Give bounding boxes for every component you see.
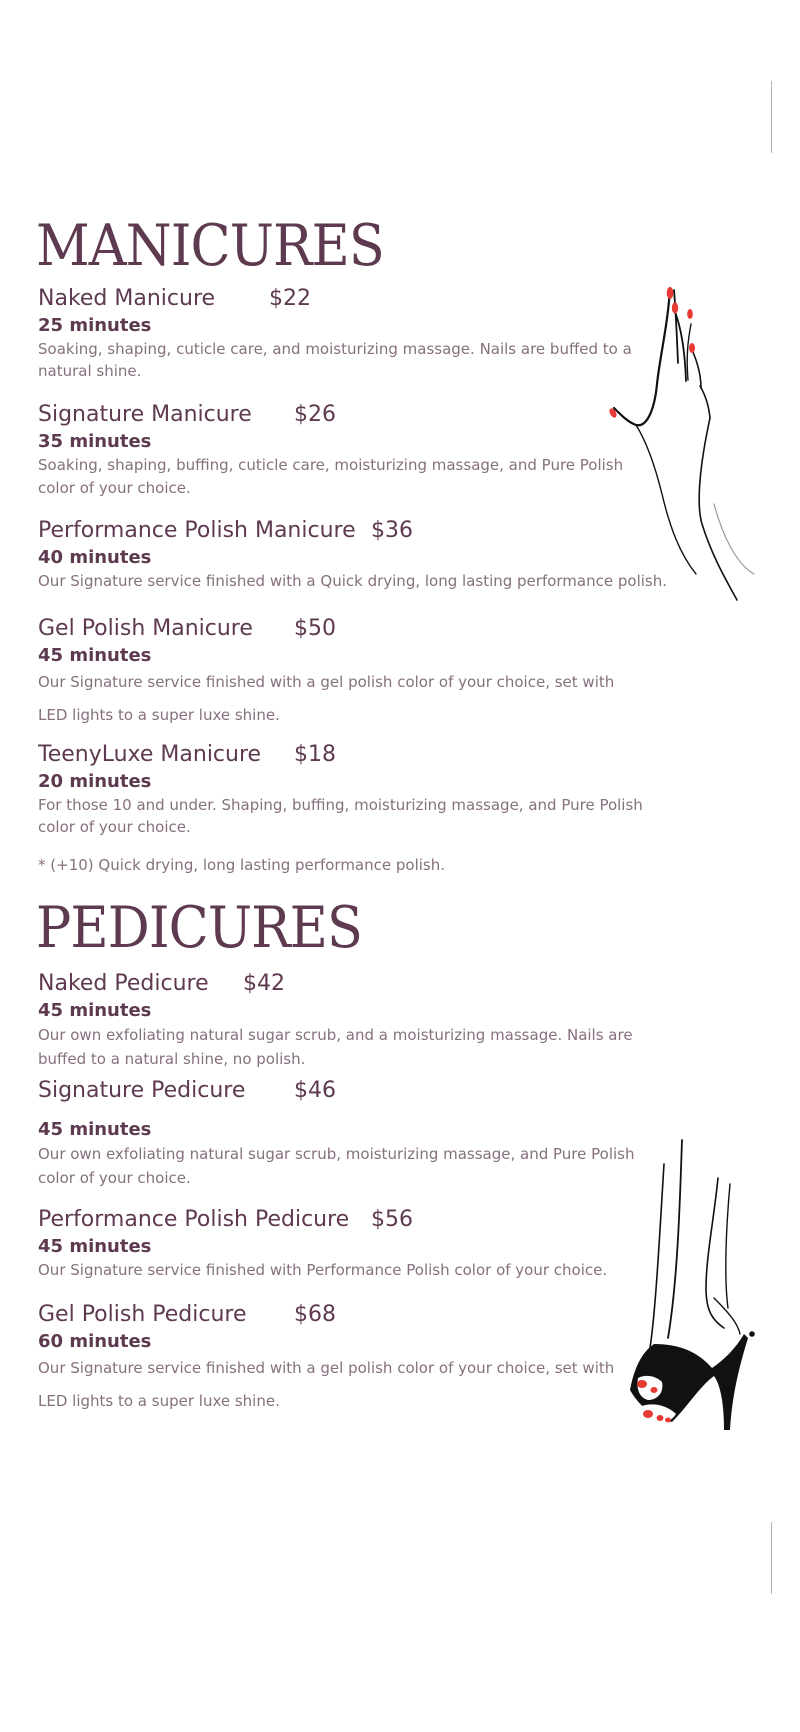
service-name: Signature Manicure — [38, 402, 252, 427]
pedicures-title: PEDICURES — [36, 895, 363, 961]
service-price: $36 — [371, 518, 413, 543]
service-price: $18 — [294, 742, 336, 767]
service-name: Gel Polish Pedicure — [38, 1302, 247, 1327]
service-duration: 45 minutes — [38, 1000, 152, 1021]
service-price: $42 — [243, 971, 285, 996]
hand-illustration — [598, 284, 758, 602]
service-duration: 45 minutes — [38, 1236, 152, 1257]
footnote: * (+10) Quick drying, long lasting performance polish. — [38, 856, 445, 874]
service-description: Our own exfoliating natural sugar scrub, and a moisturizing massage. Nails are buffed to a natural shine, no polish. — [38, 1026, 633, 1068]
service-price: $26 — [294, 402, 336, 427]
service-name: TeenyLuxe Manicure — [38, 742, 262, 767]
service-description: Our Signature service finished with a gel polish color of your choice, set with LED lights to a super luxe shine. — [38, 1359, 615, 1410]
service-duration: 60 minutes — [38, 1331, 152, 1352]
service-duration: 35 minutes — [38, 431, 152, 452]
service-description: Our Signature service finished with Performance Polish color of your choice. — [38, 1261, 608, 1279]
service-price: $56 — [371, 1207, 413, 1232]
service-name: Performance Polish Manicure — [38, 518, 356, 543]
service-duration: 20 minutes — [38, 771, 152, 792]
manicures-title: MANICURES — [36, 213, 384, 279]
service-description: Our Signature service finished with a gel polish color of your choice, set with LED lights to a super luxe shine. — [38, 673, 615, 724]
service-description: Soaking, shaping, cuticle care, and moisturizing massage. Nails are buffed to a natural shine. — [38, 340, 632, 380]
service-name: Gel Polish Manicure — [38, 616, 253, 641]
service-name: Signature Pedicure — [38, 1078, 246, 1103]
feet-heels-illustration — [620, 1138, 760, 1448]
service-duration: 45 minutes — [38, 1119, 152, 1140]
service-duration: 40 minutes — [38, 547, 152, 568]
service-name: Naked Manicure — [38, 286, 216, 311]
service-price: $22 — [269, 286, 311, 311]
service-duration: 45 minutes — [38, 645, 152, 666]
service-description: Our Signature service finished with a Quick drying, long lasting performance polish. — [38, 572, 667, 590]
service-price: $50 — [294, 616, 336, 641]
service-description: Soaking, shaping, buffing, cuticle care, moisturizing massage, and Pure Polish color of your choice. — [38, 456, 624, 497]
service-name: Naked Pedicure — [38, 971, 209, 996]
service-description: For those 10 and under. Shaping, buffing, moisturizing massage, and Pure Polish color of your choice. — [38, 796, 643, 836]
service-price: $46 — [294, 1078, 336, 1103]
service-duration: 25 minutes — [38, 315, 152, 336]
service-price: $68 — [294, 1302, 336, 1327]
bottom-divider-line — [771, 1522, 772, 1594]
top-divider-line — [771, 81, 772, 153]
service-name: Performance Polish Pedicure — [38, 1207, 350, 1232]
service-description: Our own exfoliating natural sugar scrub, moisturizing massage, and Pure Polish color of your choice. — [38, 1145, 635, 1187]
